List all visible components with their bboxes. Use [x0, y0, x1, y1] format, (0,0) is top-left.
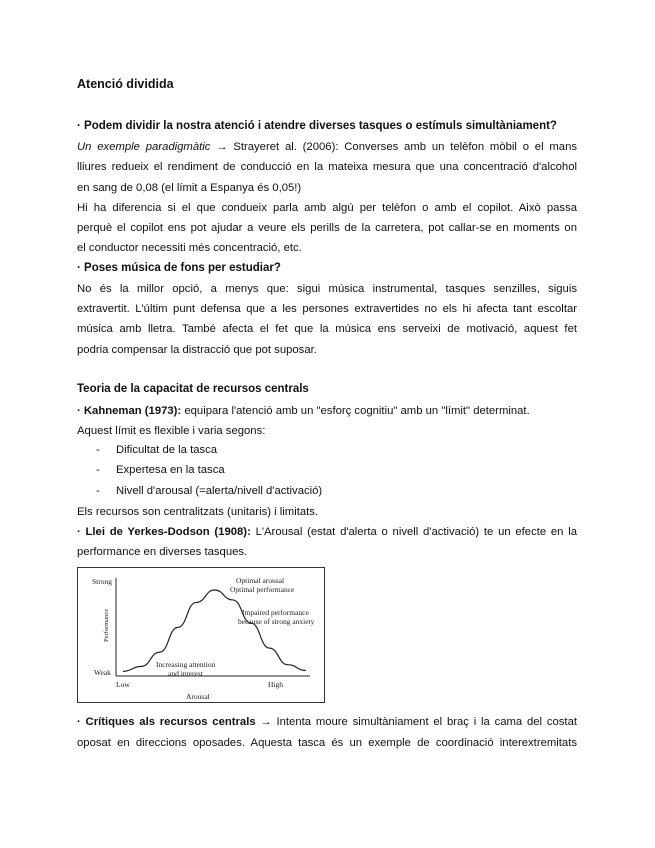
critiques-line-2: oposat en direccions oposades. Aquesta tasca és un exemple de coordinació interextremitats [77, 737, 577, 749]
list-item-text: Expertesa en la tasca [116, 464, 225, 476]
list-item-text: Nivell d'arousal (=alerta/nivell d'activació) [116, 485, 323, 497]
paragraph-strayer-line-1 [77, 140, 577, 154]
paragraph-music-line-2: extravertit. L'últim punt defensa que a les persones extravertides no els hi afecta tant escoltar [77, 303, 577, 315]
list-dash: - [96, 485, 100, 497]
y-tick-weak: Weak [94, 668, 111, 677]
paragraph-copilot-line-3: el conductor necessiti més concentració, etc. [77, 242, 302, 254]
x-axis-label: Arousal [186, 692, 210, 701]
paragraph-music-line-1: No és la millor opció, a menys que: sigui música instrumental, tasques senzilles, siguis [77, 283, 577, 295]
list-item [96, 444, 217, 456]
question-background-music: · Poses música de fons per estudiar? [77, 262, 281, 274]
paragraph-strayer-line-3: en sang de 0,08 (el límit a Espanya és 0,05!) [77, 182, 302, 194]
x-tick-high: High [268, 680, 283, 689]
annotation-optimal-performance: Optimal performance [230, 585, 295, 594]
annotation-strong-anxiety: because of strong anxiety [238, 617, 315, 626]
list-item [96, 485, 322, 497]
paragraph-music-line-3: música amb lletra. També afecta el fet que la música ens serveixi de motivació, aquest fet [77, 323, 577, 335]
x-tick-low: Low [116, 680, 130, 689]
kahneman-label: · Kahneman (1973): [77, 405, 182, 417]
list-dash: - [96, 444, 100, 456]
yerkes-dodson-figure [77, 567, 325, 703]
yerkes-text: L'Arousal (estat d'alerta o nivell d'activació) te un efecte en la [250, 526, 577, 538]
paragraph-copilot-line-2: perquè el copilot ens pot ajudar a veure els perills de la carretera, pot callar-se en moments on [77, 222, 577, 234]
resources-line: Els recursos son centralitzats (unitaris) i limitats. [77, 506, 319, 518]
annotation-increasing-attention: Increasing attention [156, 660, 216, 669]
limit-line: Aquest límit es flexible i varia segons: [77, 425, 266, 437]
critiques-label: · Crítiques als recursos centrals [77, 716, 256, 728]
strayer-text: → Strayeret al. (2006): Converses amb un telèfon mòbil o el mans [210, 141, 577, 153]
example-emphasis: Un exemple paradigmàtic [77, 141, 211, 153]
yerkes-label: · Llei de Yerkes-Dodson (1908): [77, 526, 251, 538]
list-dash: - [96, 464, 100, 476]
annotation-optimal-arousal: Optimal arousal [236, 576, 285, 585]
annotation-and-interest: and interest [168, 669, 203, 678]
section-heading-central-resources: Teoria de la capacitat de recursos centrals [77, 383, 309, 395]
yerkes-dodson-chart [78, 568, 324, 702]
critiques-line-1 [77, 715, 577, 729]
kahneman-text: equipara l'atenció amb un "esforç cognitiu" amb un "límit" determinat. [181, 405, 530, 417]
list-item [96, 464, 225, 476]
annotation-impaired-performance: Impaired performance [242, 608, 309, 617]
list-item-text: Dificultat de la tasca [116, 444, 218, 456]
paragraph-copilot-line-1: Hi ha diferencia si el que condueix parla amb algú per telèfon o amb el copilot. Això passa [77, 202, 577, 214]
y-tick-strong: Strong [92, 577, 113, 586]
kahneman-line [77, 404, 577, 418]
question-divided-attention: · Podem dividir la nostra atenció i atendre diverses tasques o estímuls simultàniament? [77, 120, 557, 132]
y-axis-label: Performance [103, 608, 110, 642]
yerkes-line-1 [77, 525, 577, 539]
paragraph-music-line-4: podria compensar la distracció que pot suposar. [77, 344, 317, 356]
yerkes-line-2: performance en diverses tasques. [77, 546, 248, 558]
paragraph-strayer-line-2: lliures redueix el rendiment de conducció en la mateixa mesura que una concentració d'alcohol [77, 161, 577, 173]
critiques-text: → Intenta moure simultàniament el braç i la cama del costat [255, 716, 577, 728]
page-title: Atenció dividida [77, 77, 174, 91]
